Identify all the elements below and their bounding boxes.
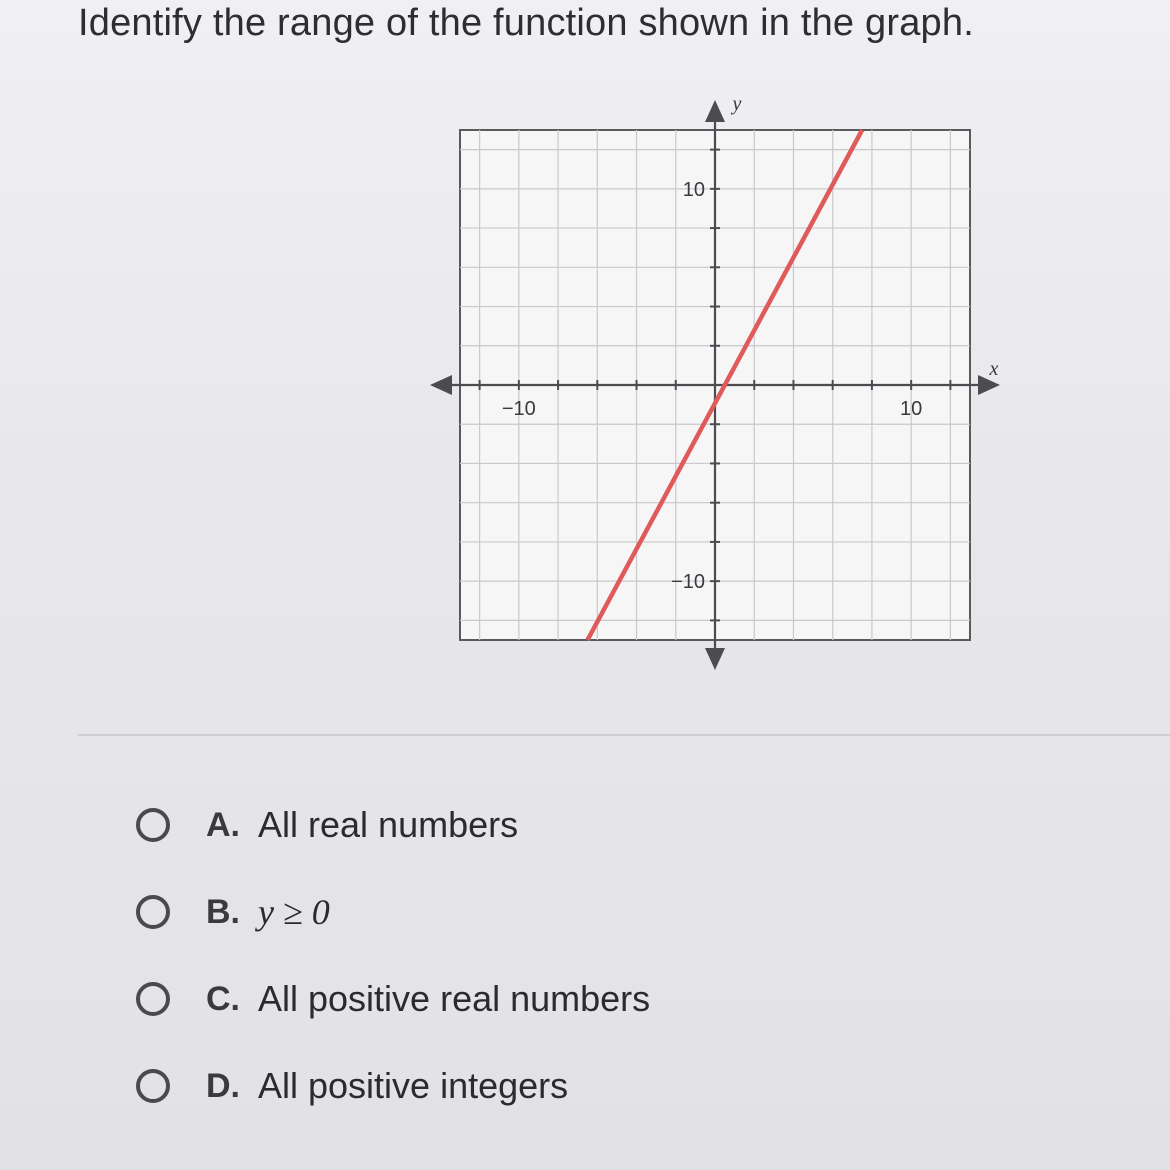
option-c[interactable] (130, 970, 650, 1028)
radio-a[interactable] (136, 808, 170, 842)
option-a-letter: A. (206, 805, 240, 844)
y-axis-label: y (732, 93, 742, 115)
function-graph (420, 90, 1000, 670)
answer-options (130, 796, 650, 1144)
option-b[interactable] (130, 883, 650, 941)
x-tick-label-neg-10: −10 (501, 398, 536, 420)
option-c-letter: C. (206, 979, 240, 1018)
option-d-text: All positive integers (258, 1065, 569, 1106)
option-a[interactable] (130, 796, 650, 854)
section-divider (78, 734, 1170, 736)
option-d[interactable] (130, 1057, 650, 1115)
y-tick-label-neg-10: −10 (671, 571, 705, 594)
y-axis-up-arrow-icon (705, 100, 725, 122)
radio-b[interactable] (136, 895, 170, 929)
x-tick-label-10: 10 (900, 398, 923, 420)
option-a-text: All real numbers (258, 804, 519, 845)
option-b-text: y ≥ 0 (258, 892, 330, 932)
radio-c[interactable] (136, 982, 170, 1016)
option-d-letter: D. (206, 1066, 240, 1105)
y-axis-down-arrow-icon (705, 648, 725, 670)
question-text: Identify the range of the function shown in the graph. (78, 2, 974, 44)
option-b-letter: B. (206, 892, 240, 931)
option-c-text: All positive real numbers (258, 978, 651, 1019)
x-axis-left-arrow-icon (430, 375, 452, 395)
y-tick-label-10: 10 (682, 178, 705, 201)
radio-d[interactable] (136, 1069, 170, 1103)
x-axis-label: x (989, 358, 999, 380)
